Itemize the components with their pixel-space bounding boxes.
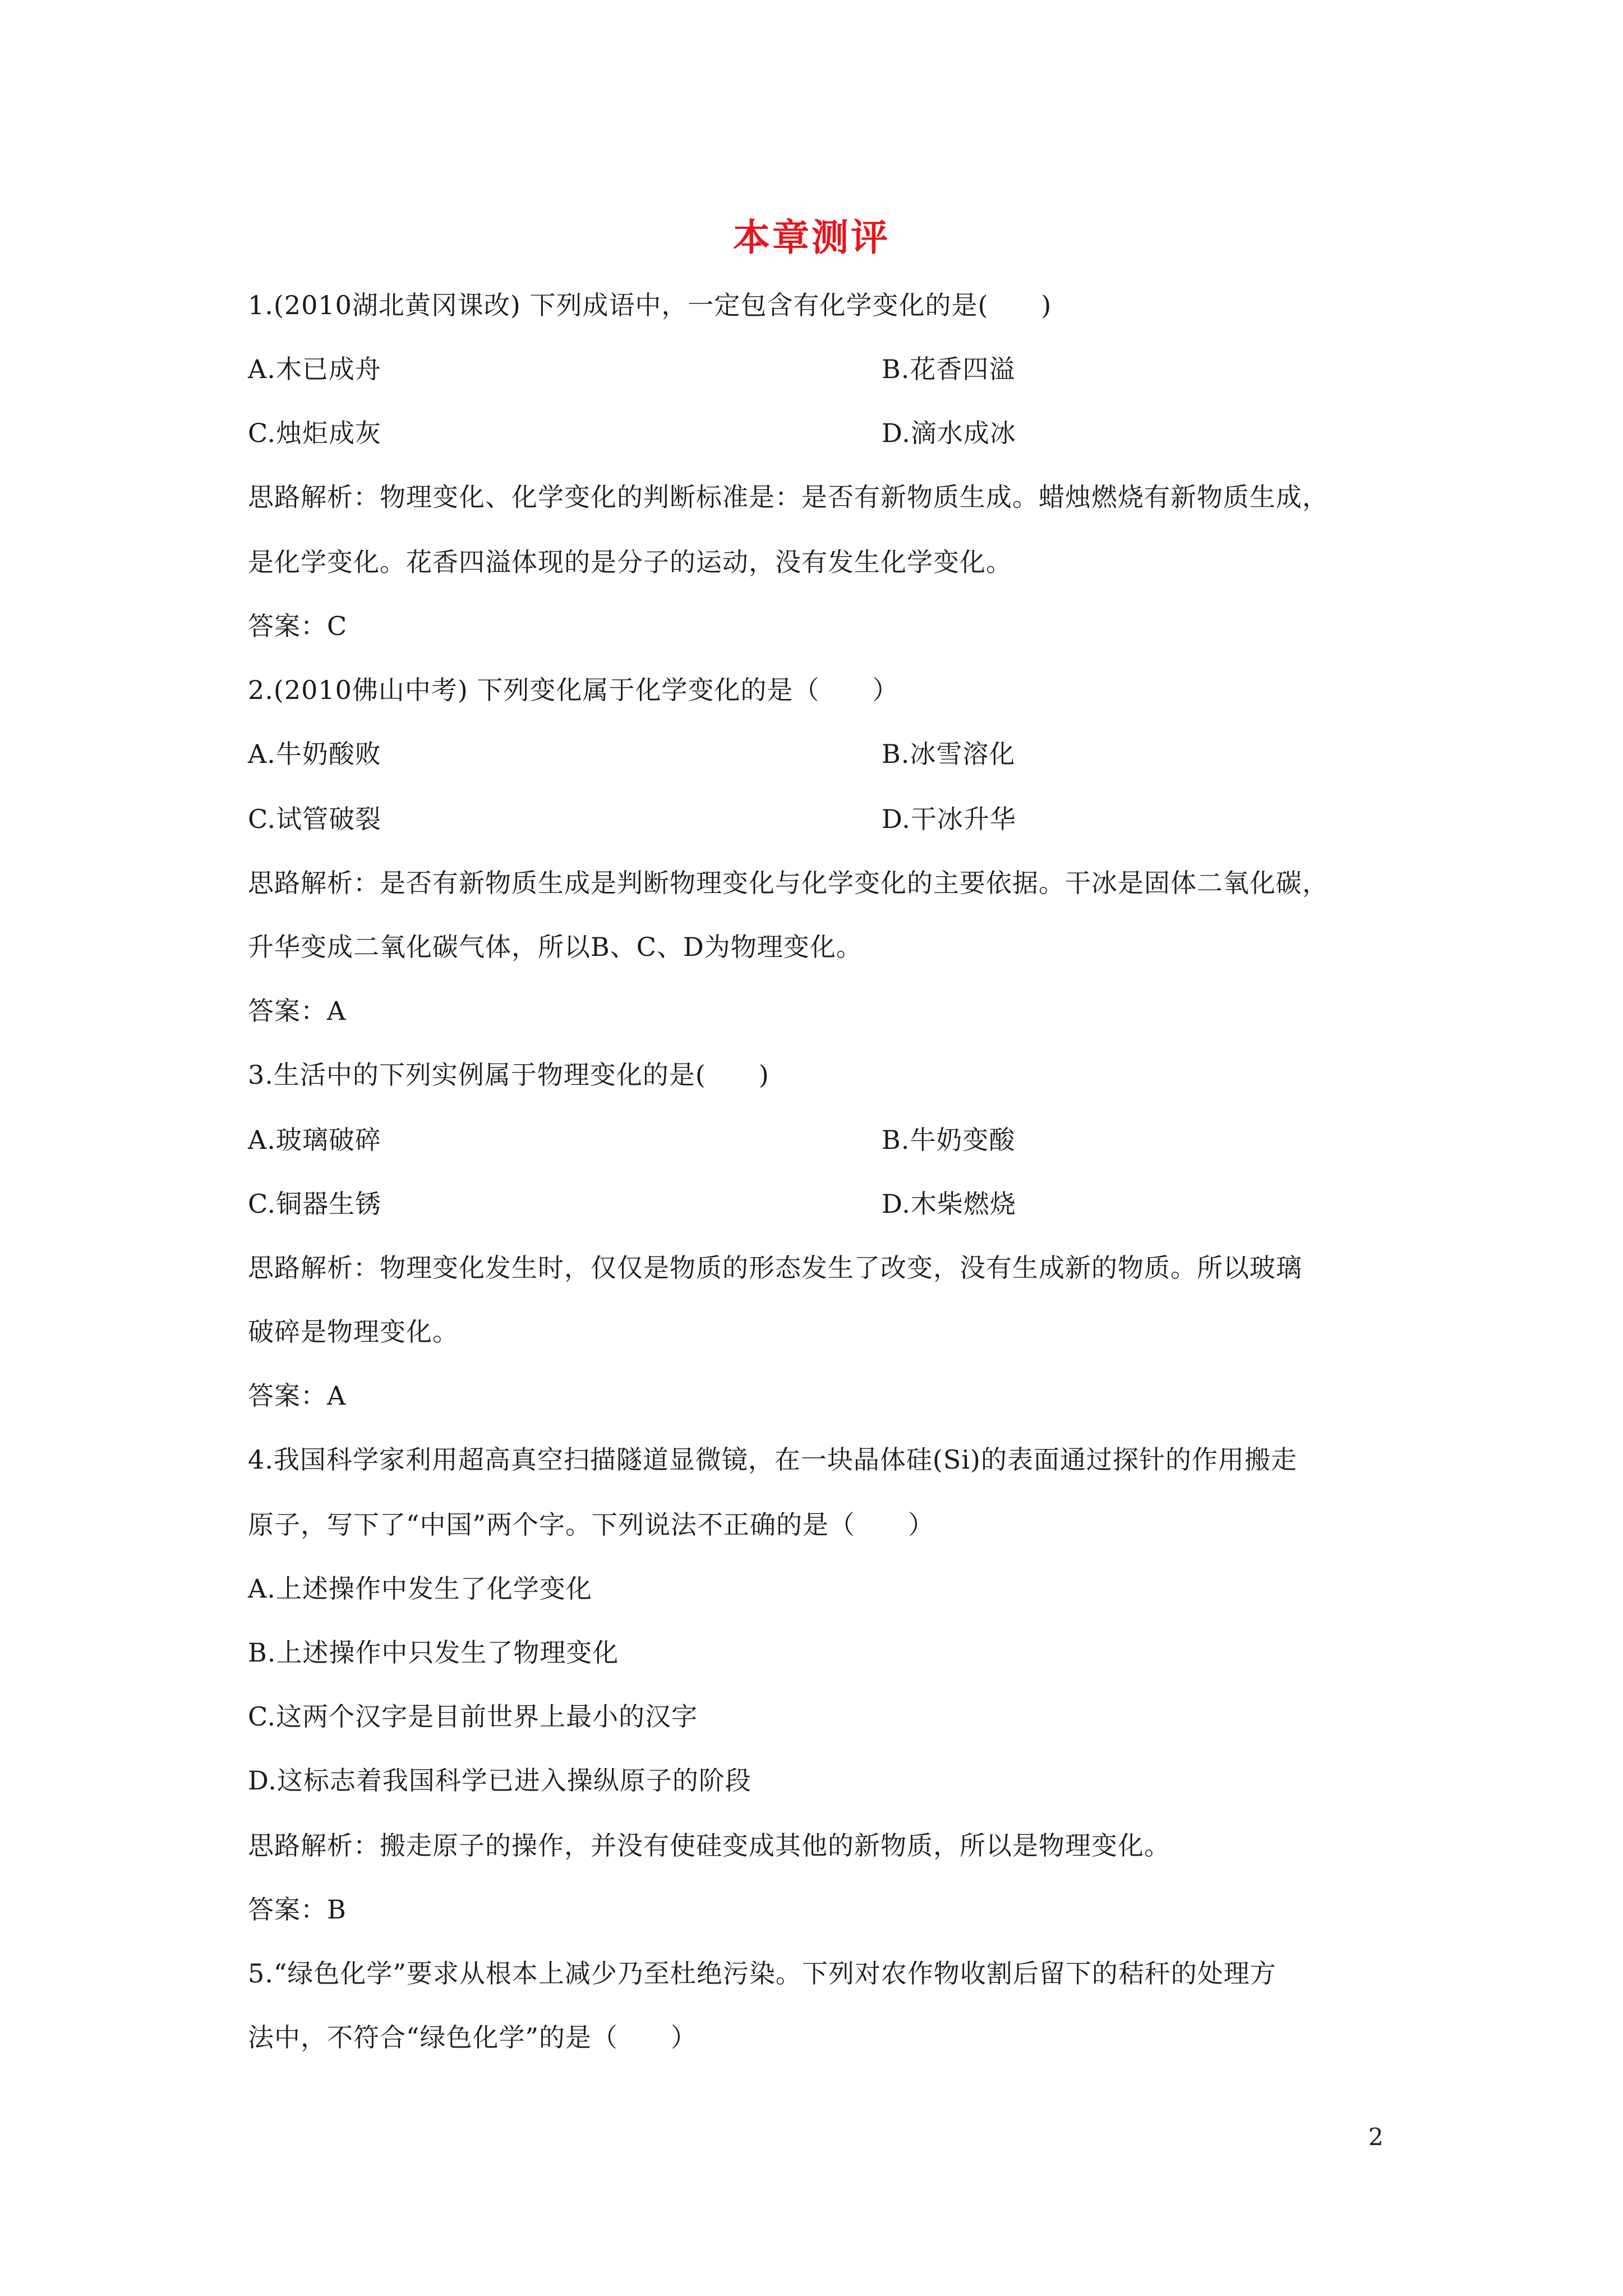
- q2-option-d: D.干冰升华: [882, 804, 1016, 834]
- q2-option-b: B.冰雪溶化: [882, 739, 1016, 769]
- q4-option-c: C.这两个汉字是目前世界上最小的汉字: [248, 1701, 698, 1732]
- q3-analysis-line-1: 思路解析：物理变化发生时，仅仅是物质的形态发生了改变，没有生成新的物质。所以玻璃: [248, 1253, 1302, 1283]
- q1-answer: 答案：C: [248, 611, 348, 641]
- q3-option-d: D.木柴燃烧: [882, 1189, 1016, 1219]
- q2-answer: 答案：A: [248, 996, 347, 1026]
- q2-stem: 2.(2010佛山中考) 下列变化属于化学变化的是（ ）: [248, 675, 899, 705]
- q3-option-a: A.玻璃破碎: [248, 1125, 381, 1155]
- q1-option-a: A.木已成舟: [248, 354, 381, 384]
- q4-answer: 答案：B: [248, 1894, 347, 1925]
- q4-stem-line-1: 4.我国科学家利用超高真空扫描隧道显微镜，在一块晶体硅(Si)的表面通过探针的作用搬走: [248, 1444, 1298, 1475]
- q4-analysis: 思路解析：搬走原子的操作，并没有使硅变成其他的新物质，所以是物理变化。: [248, 1830, 1170, 1861]
- q4-option-d: D.这标志着我国科学已进入操纵原子的阶段: [248, 1765, 751, 1796]
- page-title: 本章测评: [733, 215, 890, 259]
- q2-option-a: A.牛奶酸败: [248, 739, 381, 769]
- q4-option-b: B.上述操作中只发生了物理变化: [248, 1637, 619, 1668]
- q2-analysis-line-2: 升华变成二氧化碳气体，所以B、C、D为物理变化。: [248, 932, 863, 962]
- q4-option-a: A.上述操作中发生了化学变化: [248, 1573, 592, 1604]
- q2-analysis-line-1: 思路解析：是否有新物质生成是判断物理变化与化学变化的主要依据。干冰是固体二氧化碳，: [248, 868, 1329, 898]
- q3-option-c: C.铜器生锈: [248, 1189, 382, 1219]
- q5-stem-line-2: 法中，不符合“绿色化学”的是（ ）: [248, 2022, 698, 2053]
- q1-option-d: D.滴水成冰: [882, 418, 1016, 448]
- q1-option-b: B.花香四溢: [882, 354, 1016, 384]
- q4-stem-line-2: 原子，写下了“中国”两个字。下列说法不正确的是（ ）: [248, 1510, 935, 1540]
- q2-option-c: C.试管破裂: [248, 804, 382, 834]
- q1-stem: 1.(2010湖北黄冈课改) 下列成语中，一定包含有化学变化的是( ): [248, 290, 1052, 320]
- q1-analysis-line-2: 是化学变化。花香四溢体现的是分子的运动，没有发生化学变化。: [248, 547, 1012, 577]
- q3-stem: 3.生活中的下列实例属于物理变化的是( ): [248, 1060, 769, 1090]
- q3-option-b: B.牛奶变酸: [882, 1125, 1016, 1155]
- page-number: 2: [1368, 2123, 1384, 2151]
- q5-stem-line-1: 5.“绿色化学”要求从根本上减少乃至杜绝污染。下列对农作物收割后留下的秸秆的处理方: [248, 1958, 1276, 1989]
- q1-analysis-line-1: 思路解析：物理变化、化学变化的判断标准是：是否有新物质生成。蜡烛燃烧有新物质生成，: [248, 482, 1329, 512]
- q1-option-c: C.烛炬成灰: [248, 418, 382, 448]
- q3-analysis-line-2: 破碎是物理变化。: [248, 1317, 459, 1347]
- q3-answer: 答案：A: [248, 1381, 347, 1411]
